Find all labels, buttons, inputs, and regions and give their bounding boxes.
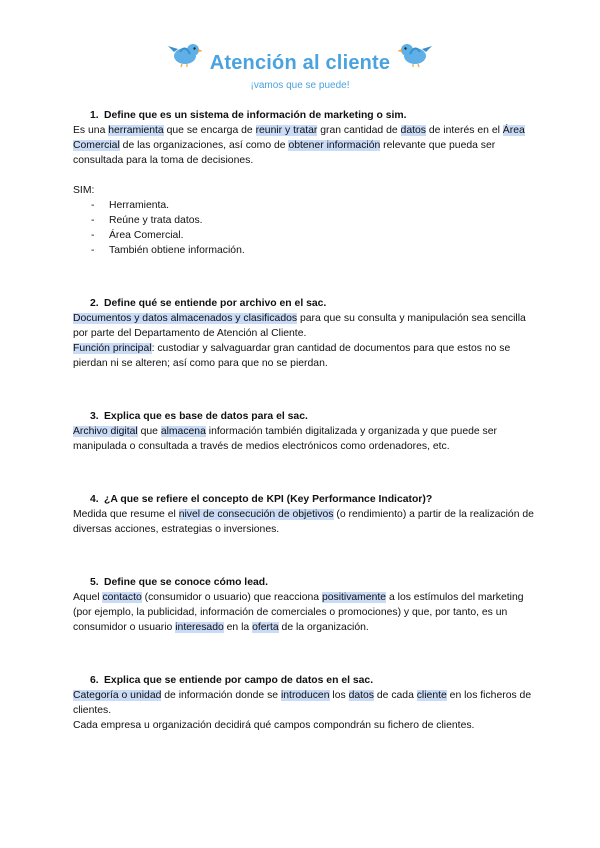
text-run: de la organización. <box>278 622 369 633</box>
highlighted-term: datos <box>400 125 426 136</box>
question-3 <box>73 409 543 424</box>
list-item-text: Herramienta. <box>109 200 170 211</box>
list-item: - Área Comercial. <box>91 230 184 241</box>
page-title: Atención al cliente <box>209 52 391 74</box>
sim-list <box>73 198 543 258</box>
question-2 <box>73 296 543 311</box>
sim-label: SIM: <box>73 185 95 196</box>
text-run: en los ficheros de clientes. <box>73 690 532 716</box>
list-item-text: También obtiene información. <box>109 245 245 256</box>
answer-6-paragraph-2: Cada empresa u organización decidirá qué campos compondrán su fichero de clientes. <box>73 720 475 731</box>
question-1 <box>73 108 543 123</box>
text-run: que se encarga de <box>163 125 256 136</box>
answer-4-paragraph <box>73 507 543 537</box>
text-run: (consumidor o usuario) que reacciona <box>141 592 322 603</box>
highlighted-term: Función principal <box>73 343 152 354</box>
question-number: 2. <box>90 298 99 309</box>
highlighted-term: reunir y tratar <box>255 125 318 136</box>
question-text: Explica que se entiende por campo de datos en el sac. <box>104 675 374 686</box>
highlighted-term: interesado <box>175 622 224 633</box>
text-run: Aquel <box>73 592 103 603</box>
document-body <box>73 108 543 733</box>
highlighted-term: cliente <box>416 690 447 701</box>
highlighted-term: obtener información <box>288 140 381 151</box>
highlighted-term: positivamente <box>321 592 387 603</box>
highlighted-term: herramienta <box>108 125 164 136</box>
list-item-text: Área Comercial. <box>109 230 184 241</box>
text-run: Es una <box>73 125 109 136</box>
text-run: los <box>329 690 349 701</box>
text-run: de cada <box>373 690 417 701</box>
answer-5-paragraph <box>73 590 543 635</box>
question-text: Define qué se entiende por archivo en el sac. <box>104 298 327 309</box>
text-run: en la <box>223 622 253 633</box>
text-run: Medida que resume el <box>73 509 179 520</box>
text-run: para que su consulta y manipulación sea sencilla por parte del Departamento de Atención al Cliente. <box>73 313 526 339</box>
page-subtitle: ¡vamos que se puede! <box>250 80 350 91</box>
answer-1-paragraph <box>73 123 543 168</box>
list-item: - También obtiene información. <box>91 245 245 256</box>
answer-2-paragraph <box>73 311 543 341</box>
highlighted-term: almacena <box>160 426 206 437</box>
text-run: de interés en el <box>425 125 503 136</box>
answer-2-paragraph-2 <box>73 341 543 371</box>
highlighted-term: oferta <box>252 622 279 633</box>
list-item-text: Reúne y trata datos. <box>109 215 203 226</box>
list-item: - Herramienta. <box>91 200 170 211</box>
text-run: información también digitalizada y organizada y que puede ser manipulada o consultada a través de medios electrónicos como ordenadores, etc. <box>73 426 497 452</box>
question-text: Define que es un sistema de información de marketing o sim. <box>104 110 407 121</box>
highlighted-term: nivel de consecución de objetivos <box>178 509 334 520</box>
question-text: Define que se conoce cómo lead. <box>104 577 268 588</box>
highlighted-term: Categoría o unidad <box>73 690 162 701</box>
text-run: (o rendimiento) a partir de la realización de diversas acciones, estrategias o inversiones. <box>73 509 534 535</box>
question-number: 4. <box>90 494 99 505</box>
highlighted-term: Documentos y datos almacenados y clasificados <box>73 313 298 324</box>
text-run: relevante que pueda ser consultada para la toma de decisiones. <box>73 140 496 166</box>
question-number: 1. <box>90 110 99 121</box>
question-text: ¿A que se refiere el concepto de KPI (Key Performance Indicator)? <box>104 494 433 505</box>
question-4 <box>73 492 543 507</box>
header <box>0 36 600 96</box>
answer-6-paragraph <box>73 688 543 718</box>
text-run: gran cantidad de <box>317 125 401 136</box>
list-item: - Reúne y trata datos. <box>91 215 203 226</box>
highlighted-term: contacto <box>102 592 142 603</box>
question-number: 6. <box>90 675 99 686</box>
question-number: 5. <box>90 577 99 588</box>
text-run: a los estímulos del marketing (por ejemplo, la publicidad, información de comerciales o promociones) y que, por tanto, es un consumidor o usuario <box>73 592 524 633</box>
question-number: 3. <box>90 411 99 422</box>
question-5 <box>73 575 543 590</box>
answer-3-paragraph <box>73 424 543 454</box>
highlighted-term: Archivo digital <box>73 426 138 437</box>
text-run: : custodiar y salvaguardar gran cantidad de documentos para que estos no se pierdan ni se alteren; así como para que no se pierdan. <box>73 343 511 369</box>
text-run: de información donde se <box>161 690 281 701</box>
text-run: que <box>137 426 161 437</box>
highlighted-term: datos <box>348 690 374 701</box>
highlighted-term: Área Comercial <box>73 125 525 151</box>
text-run: de las organizaciones, así como de <box>119 140 289 151</box>
highlighted-term: introducen <box>280 690 330 701</box>
question-text: Explica que es base de datos para el sac. <box>104 411 308 422</box>
question-6 <box>73 673 543 688</box>
